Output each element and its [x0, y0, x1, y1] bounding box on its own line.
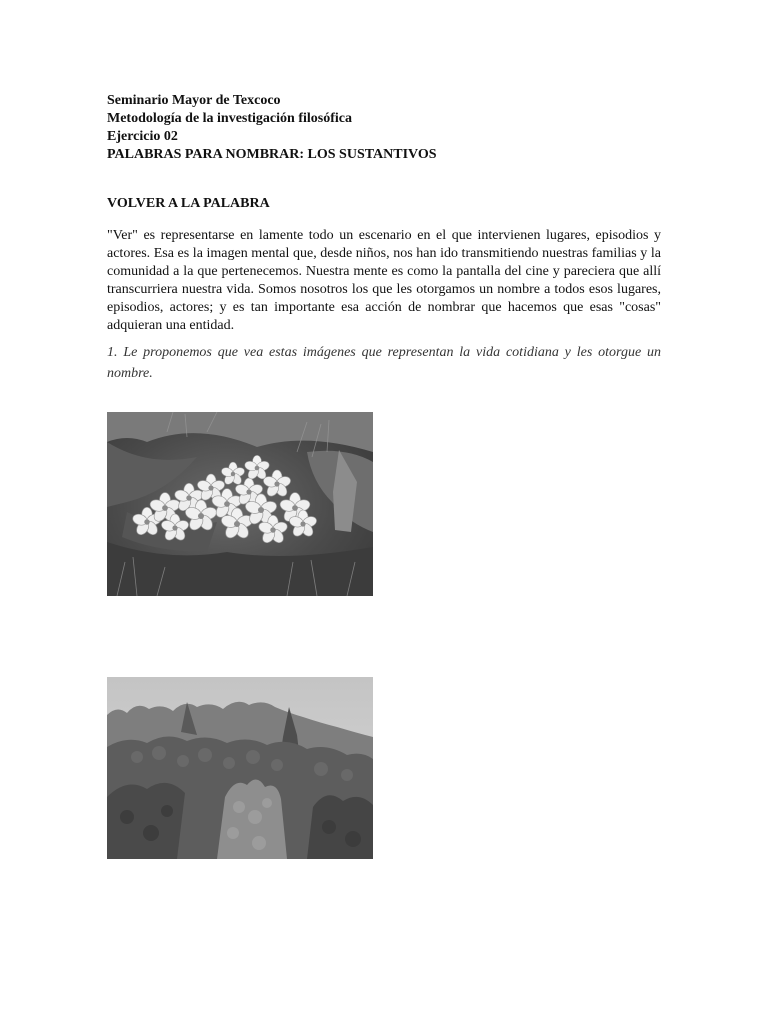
body-paragraph: "Ver" es representarse en lamente todo un escenario en el que intervienen lugares, episodios y actores. Esa es la imagen mental que, desde niños, nos han ido transmitiendo nuestras familias y la comunidad a la que pertenecemos. Nuestra mente es como la pantalla del cine y pareciera que allí transcurriera nuestra vida. Somos nosotros los que les otorgamos un nombre a todos esos lugares, episodios, actores; y es tan importante esa acción de nombrar que hacemos que esas "cosas" adquieran una entidad. — [107, 228, 661, 333]
section-heading: VOLVER A LA PALABRA — [107, 196, 270, 211]
institution-name: Seminario Mayor de Texcoco — [107, 93, 281, 108]
flowers-photo — [107, 412, 373, 596]
exercise-number: Ejercicio 02 — [107, 129, 178, 144]
topic-title: PALABRAS PARA NOMBRAR: LOS SUSTANTIVOS — [107, 147, 437, 162]
course-name: Metodología de la investigación filosófica — [107, 111, 352, 126]
document-page — [107, 92, 661, 384]
forest-photo — [107, 677, 373, 859]
exercise-instruction: 1. Le proponemos que vea estas imágenes que representan la vida cotidiana y les otorgue un nombre. — [107, 345, 661, 381]
